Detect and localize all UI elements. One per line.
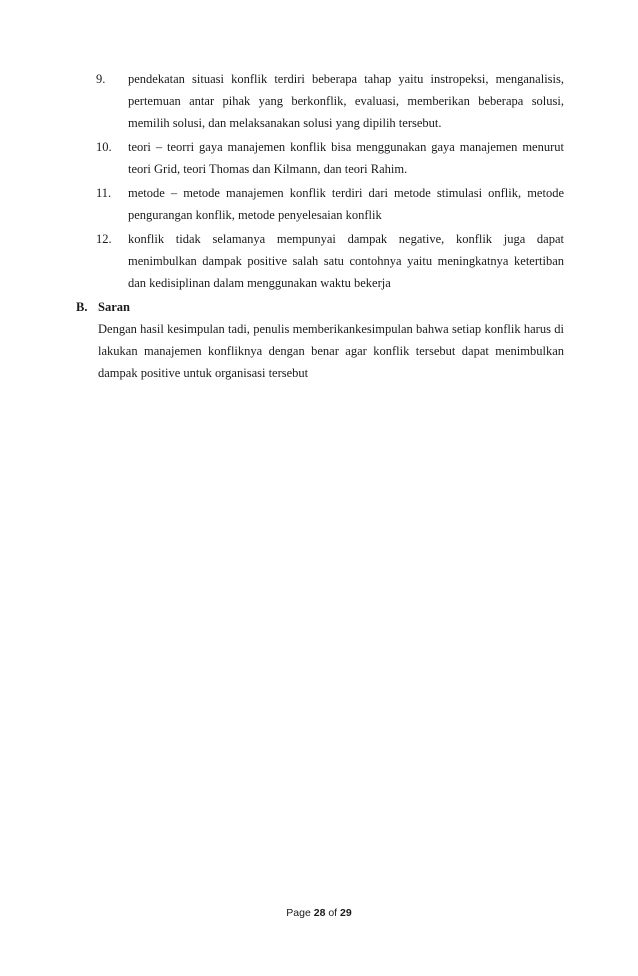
footer-prefix: Page: [286, 907, 314, 919]
list-item-number: 9.: [96, 72, 106, 86]
list-item: [76, 136, 564, 180]
section-title: Saran: [98, 300, 130, 314]
list-item: [76, 68, 564, 134]
list-item: [76, 228, 564, 294]
conclusion-list: [76, 68, 564, 294]
list-item-text: teori – teorri gaya manajemen konflik bisa menggunakan gaya manajemen menurut teori Grid, teori Thomas dan Kilmann, dan teori Rahim.: [128, 140, 564, 176]
list-item-number: 12.: [96, 232, 112, 246]
list-item-number: 11.: [96, 186, 112, 200]
page-content: [76, 68, 564, 384]
list-item-text: metode – metode manajemen konflik terdiri dari metode stimulasi onflik, metode pengurangan konflik, metode penyelesaian konflik: [128, 186, 564, 222]
footer-current-page: 28: [313, 907, 326, 919]
page-footer: [0, 907, 638, 919]
section-paragraph: Dengan hasil kesimpulan tadi, penulis memberikankesimpulan bahwa setiap konflik harus di lakukan manajemen konfliknya dengan benar agar konflik tersebut dapat menimbulkan dampak positive untuk organisasi tersebut: [98, 322, 564, 380]
section-heading: [76, 296, 564, 318]
list-item-text: konflik tidak selamanya mempunyai dampak negative, konflik juga dapat menimbulkan dampak positive salah satu contohnya yaitu meningkatnya ketertiban dan kedisiplinan dalam menggunakan waktu bekerja: [128, 232, 564, 290]
footer-middle: of: [325, 907, 341, 919]
section-letter: B.: [76, 300, 88, 314]
list-item-number: 10.: [96, 140, 112, 154]
list-item: [76, 182, 564, 226]
footer-total-pages: 29: [340, 907, 352, 919]
list-item-text: pendekatan situasi konflik terdiri beberapa tahap yaitu instropeksi, menganalisis, pertemuan antar pihak yang berkonflik, evaluasi, memberikan beberapa solusi, memilih solusi, dan melaksanakan solusi yang dipilih tersebut.: [128, 72, 564, 130]
